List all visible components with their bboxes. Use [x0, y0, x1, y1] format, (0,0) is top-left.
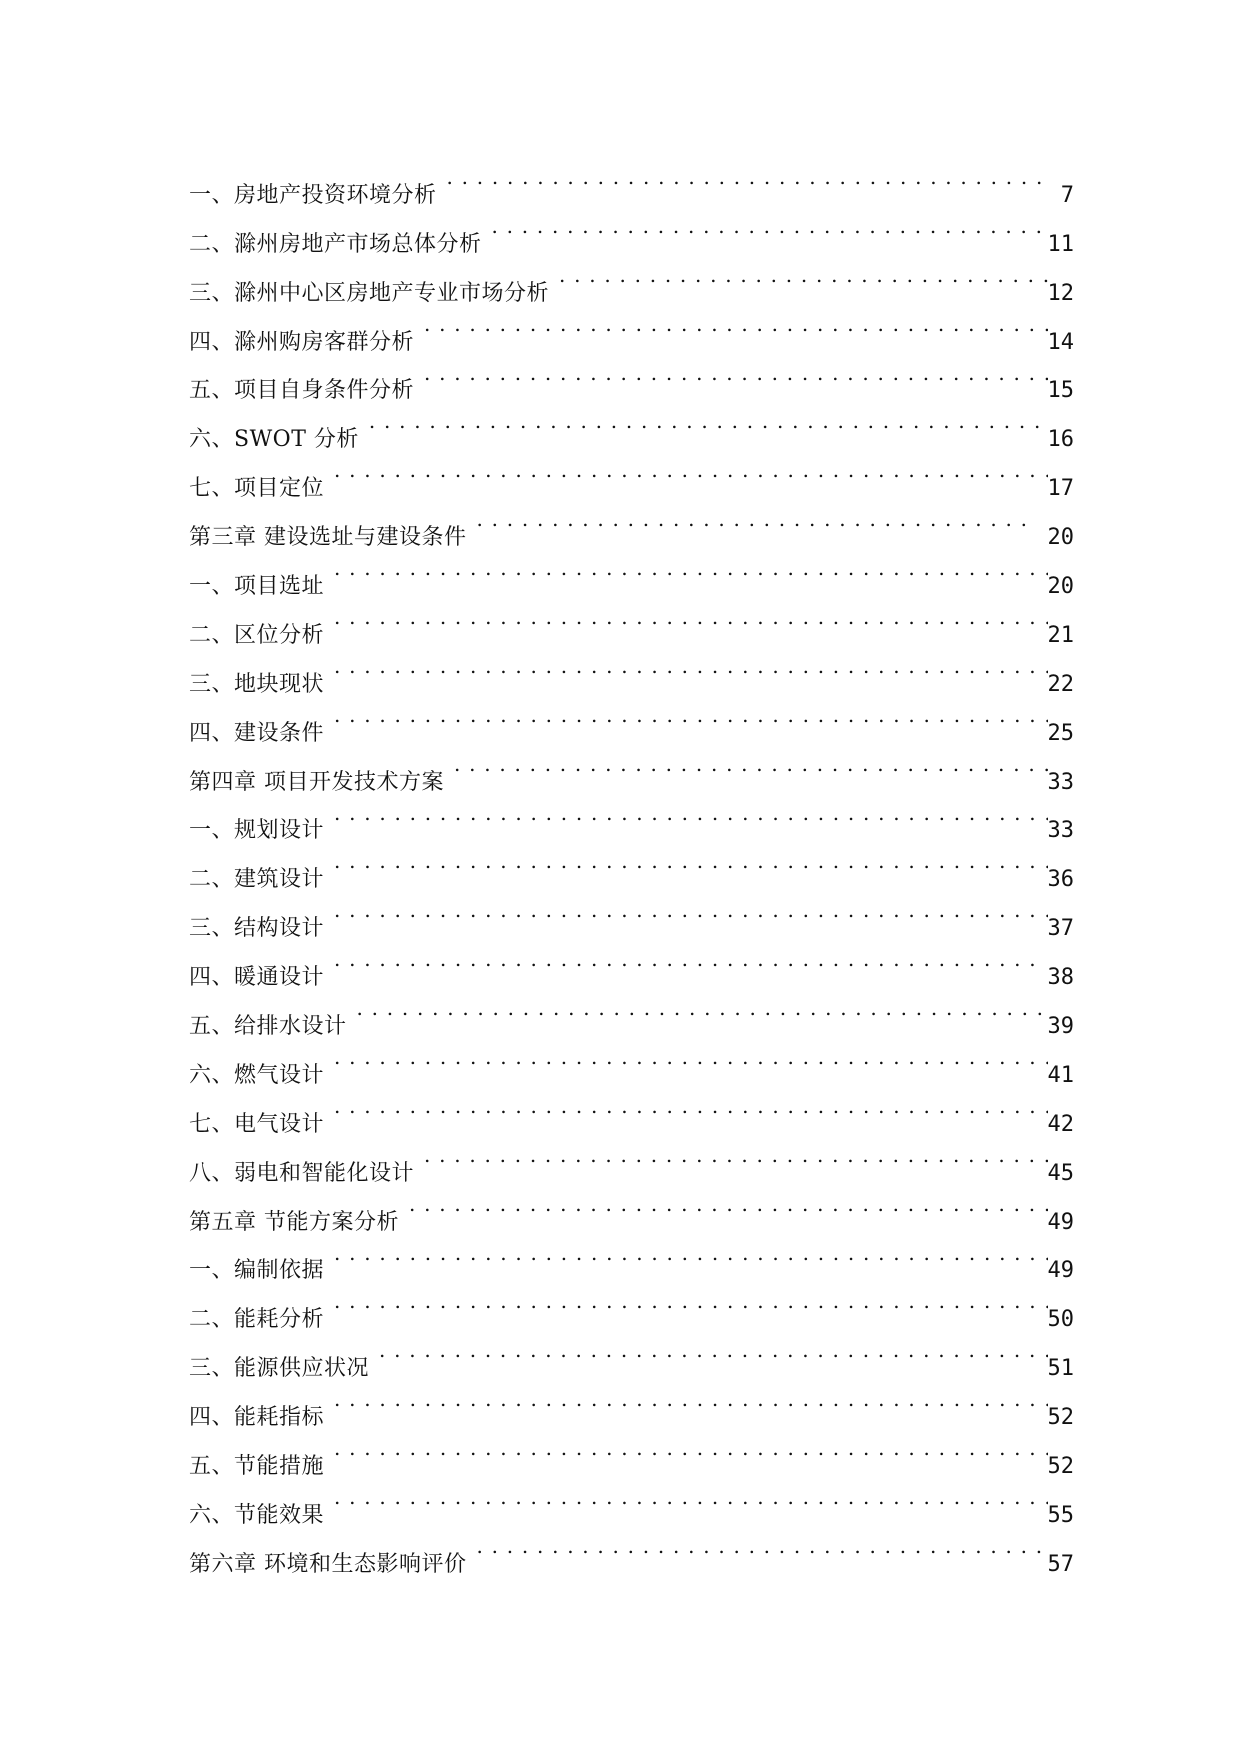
toc-entry-page: 38	[1047, 965, 1074, 991]
toc-entry-title: 第五章 节能方案分析	[189, 1209, 399, 1235]
toc-entry-title: 六、节能效果	[189, 1502, 325, 1528]
dot-leader	[424, 349, 1047, 398]
toc-entry-page: 33	[1047, 818, 1074, 844]
dot-leader	[477, 1522, 1048, 1571]
dot-leader	[357, 984, 1048, 1033]
dot-leader	[334, 886, 1047, 935]
toc-entry-title: 七、电气设计	[189, 1111, 325, 1137]
toc-entry-title: 七、项目定位	[189, 476, 325, 502]
dot-leader	[334, 935, 1033, 984]
toc-entry-page: 45	[1047, 1160, 1074, 1186]
dot-leader	[454, 740, 1048, 789]
dot-leader	[334, 1033, 1047, 1082]
dot-leader	[334, 837, 1047, 886]
toc-entry-title: 第四章 项目开发技术方案	[189, 769, 444, 795]
toc-entry-title: 五、项目自身条件分析	[189, 378, 415, 404]
toc-entry-title: 二、建筑设计	[189, 867, 325, 893]
toc-entry-page: 20	[1047, 525, 1074, 551]
dot-leader	[334, 593, 1047, 642]
toc-entry-page: 17	[1047, 476, 1074, 502]
toc-entry-page: 52	[1047, 1454, 1074, 1480]
toc-entry-page: 49	[1047, 1209, 1074, 1235]
toc-entry-title: 二、能耗分析	[189, 1307, 325, 1333]
toc-entry-title: 一、房地产投资环境分析	[189, 182, 437, 208]
toc-entry[interactable]	[189, 153, 1074, 208]
dot-leader	[424, 1131, 1047, 1180]
toc-entry-title: 六、燃气设计	[189, 1062, 325, 1088]
toc-entry-page: 55	[1047, 1502, 1074, 1528]
dot-leader	[334, 789, 1047, 838]
toc-entry-title: 三、滁州中心区房地产专业市场分析	[189, 280, 550, 306]
toc-entry-page: 36	[1047, 867, 1074, 893]
toc-entry-page: 14	[1047, 329, 1074, 355]
toc-entry-page: 51	[1047, 1356, 1074, 1382]
toc-entry-page: 57	[1047, 1551, 1074, 1577]
dot-leader	[334, 1473, 1047, 1522]
toc-entry-title: 一、规划设计	[189, 818, 325, 844]
toc-entry-title: 五、给排水设计	[189, 1014, 347, 1040]
dot-leader	[334, 1082, 1047, 1131]
table-of-contents	[189, 153, 1074, 1577]
dot-leader	[334, 642, 1047, 691]
dot-leader	[424, 300, 1047, 349]
toc-entry-page: 33	[1047, 769, 1074, 795]
toc-entry-page: 20	[1047, 574, 1074, 600]
toc-entry-title: 三、结构设计	[189, 916, 325, 942]
dot-leader	[409, 1180, 1048, 1229]
toc-entry-title: 三、能源供应状况	[189, 1356, 370, 1382]
toc-entry-page: 41	[1047, 1062, 1074, 1088]
dot-leader	[492, 202, 1048, 251]
dot-leader	[477, 495, 1034, 544]
toc-entry-page: 50	[1047, 1307, 1074, 1333]
dot-leader	[334, 1229, 1047, 1278]
toc-entry-title: 第三章 建设选址与建设条件	[189, 525, 467, 551]
toc-entry-page: 7	[1060, 182, 1074, 208]
dot-leader	[334, 1277, 1047, 1326]
toc-entry-title: 四、能耗指标	[189, 1405, 325, 1431]
dot-leader	[334, 1375, 1047, 1424]
dot-leader	[379, 1326, 1047, 1375]
toc-entry-page: 49	[1047, 1258, 1074, 1284]
toc-entry-title: 六、SWOT 分析	[189, 427, 359, 453]
toc-entry-page: 11	[1047, 231, 1074, 257]
toc-entry-title: 三、地块现状	[189, 671, 325, 697]
dot-leader	[334, 446, 1047, 495]
toc-entry-title: 八、弱电和智能化设计	[189, 1160, 415, 1186]
toc-entry-page: 16	[1047, 427, 1074, 453]
toc-entry-title: 二、区位分析	[189, 622, 325, 648]
toc-entry-page: 21	[1047, 622, 1074, 648]
toc-entry-title: 四、滁州购房客群分析	[189, 329, 415, 355]
toc-entry-page: 22	[1047, 671, 1074, 697]
dot-leader	[334, 544, 1047, 593]
dot-leader	[334, 1424, 1047, 1473]
toc-entry-title: 第六章 环境和生态影响评价	[189, 1551, 467, 1577]
dot-leader	[369, 397, 1048, 446]
toc-entry-title: 四、暖通设计	[189, 965, 325, 991]
toc-entry-page: 52	[1047, 1405, 1074, 1431]
toc-entry-page: 39	[1047, 1014, 1074, 1040]
dot-leader	[334, 691, 1047, 740]
toc-entry-title: 一、编制依据	[189, 1258, 325, 1284]
dot-leader	[447, 153, 1048, 202]
toc-entry-page: 12	[1047, 280, 1074, 306]
toc-entry-page: 25	[1047, 720, 1074, 746]
toc-entry-page: 15	[1047, 378, 1074, 404]
toc-entry-page: 42	[1047, 1111, 1074, 1137]
toc-entry-title: 五、节能措施	[189, 1454, 325, 1480]
toc-entry-title: 一、项目选址	[189, 574, 325, 600]
dot-leader	[559, 251, 1047, 300]
toc-entry-title: 二、滁州房地产市场总体分析	[189, 231, 482, 257]
toc-entry-page: 37	[1047, 916, 1074, 942]
toc-entry-title: 四、建设条件	[189, 720, 325, 746]
